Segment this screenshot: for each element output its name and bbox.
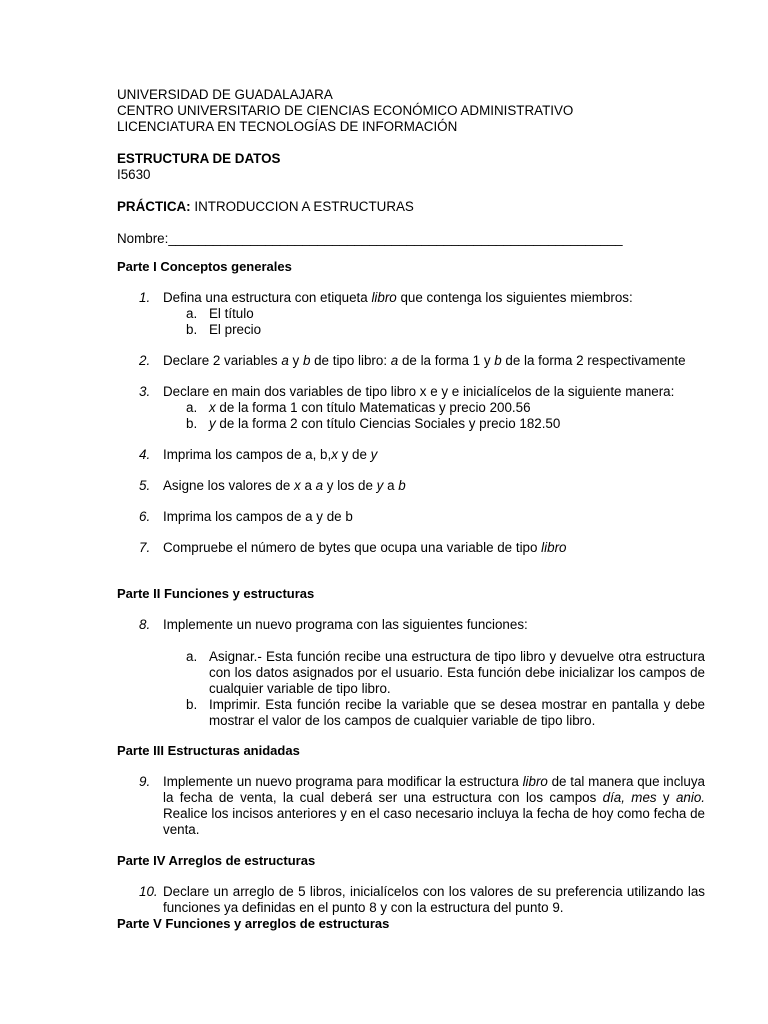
question-7 (117, 540, 705, 556)
question-3 (117, 384, 705, 400)
variable-y: y (376, 478, 384, 493)
question-number: 9. (139, 774, 151, 789)
question-text: y los de (323, 478, 377, 493)
variable-a: a (315, 478, 324, 493)
question-1 (117, 290, 705, 306)
question-text: a (383, 478, 399, 493)
question-text: Compruebe el número de bytes que ocupa una variable de tipo (163, 540, 542, 555)
course-block (117, 151, 705, 183)
sub-text: El título (209, 306, 254, 321)
question-number: 2. (139, 353, 151, 368)
question-number: 6. (139, 509, 151, 524)
question-text: Declare en main dos variables de tipo libro x e y e inicialícelos de la siguiente manera: (163, 384, 675, 399)
question-3-sub-b (117, 416, 705, 432)
question-10 (117, 884, 705, 916)
question-1-sub-a (117, 306, 705, 322)
question-text: de tal manera que incluya la fecha de venta, la cual deberá ser una estructura con los campos (163, 774, 705, 805)
sub-text: Imprimir. Esta función recibe la variable que se desea mostrar en pantalla y debe mostrar el valor de los campos de cualquier variable de tipo libro. (209, 697, 705, 728)
variable-x: x (331, 447, 338, 462)
question-text: Declare 2 variables (163, 353, 282, 368)
practice-title (117, 199, 705, 215)
variable-b: b (398, 478, 406, 493)
variable-b: b (494, 353, 502, 368)
question-3-sub-a (117, 400, 705, 416)
part4-title: Parte IV Arreglos de estructuras (117, 853, 316, 868)
question-text: Defina una estructura con etiqueta (163, 290, 372, 305)
sub-text: El precio (209, 322, 262, 337)
question-text: Declare un arreglo de 5 libros, inicialícelos con los valores de su preferencia utilizando las funciones ya definidas en el punto 8 y con la estructura del punto 9. (163, 884, 705, 915)
question-number: 4. (139, 447, 151, 462)
question-5 (117, 478, 705, 494)
question-text: de la forma 1 y (398, 353, 495, 368)
question-8-sub-a (117, 649, 705, 697)
question-9 (117, 774, 705, 838)
question-text: Implemente un nuevo programa para modificar la estructura (163, 774, 523, 789)
center-name: CENTRO UNIVERSITARIO DE CIENCIAS ECONÓMICO ADMINISTRATIVO (117, 103, 574, 118)
question-text: y de (337, 447, 371, 462)
sub-letter: a. (186, 306, 198, 321)
question-text: que contenga los siguientes miembros: (396, 290, 633, 305)
sub-letter: a. (186, 400, 198, 415)
practice-name: INTRODUCCION A ESTRUCTURAS (190, 199, 414, 214)
question-number: 1. (139, 290, 151, 305)
question-text-italic: libro (541, 540, 567, 555)
question-6 (117, 509, 705, 525)
question-8-sub-b (117, 697, 705, 729)
question-number: 8. (139, 617, 151, 632)
question-text: y (656, 790, 676, 805)
question-number: 10. (139, 884, 158, 899)
question-number: 7. (139, 540, 151, 555)
question-text: Realice los incisos anteriores y en el caso necesario incluya la fecha de hoy como fecha de venta. (163, 806, 705, 837)
question-text-italic: libro (522, 774, 548, 789)
question-text-italic: día, mes (602, 790, 657, 805)
question-text-italic: libro (371, 290, 397, 305)
variable-x: x (209, 400, 216, 415)
sub-text: de la forma 2 con título Ciencias Sociales y precio 182.50 (215, 416, 561, 431)
question-number: 5. (139, 478, 151, 493)
practice-label: PRÁCTICA: (117, 199, 191, 214)
part1-title: Parte I Conceptos generales (117, 259, 292, 274)
university-name: UNIVERSIDAD DE GUADALAJARA (117, 87, 333, 102)
variable-a: a (390, 353, 399, 368)
part5-title: Parte V Funciones y arreglos de estructuras (117, 916, 390, 931)
part2-title: Parte II Funciones y estructuras (117, 586, 315, 601)
question-text: Asigne los valores de (163, 478, 295, 493)
variable-x: x (294, 478, 301, 493)
variable-a: a (281, 353, 289, 368)
variable-b: b (302, 353, 311, 368)
sub-text: Asignar.- Esta función recibe una estructura de tipo libro y devuelve otra estructura con los datos asignados por el usuario. Esta función debe inicializar los campos de cualquier variable de tipo libro. (209, 649, 705, 696)
document-page (117, 87, 705, 932)
course-name: ESTRUCTURA DE DATOS (117, 151, 281, 166)
question-text: Imprima los campos de a, b, (163, 447, 332, 462)
degree-name: LICENCIATURA EN TECNOLOGÍAS DE INFORMACIÓN (117, 119, 458, 134)
question-text: de tipo libro: (310, 353, 391, 368)
sub-letter: b. (186, 697, 198, 712)
question-text: de la forma 2 respectivamente (501, 353, 686, 368)
question-text: a (300, 478, 316, 493)
question-text: Implemente un nuevo programa con las siguientes funciones: (163, 617, 528, 632)
question-text: y (288, 353, 303, 368)
question-4 (117, 447, 705, 463)
question-text: Imprima los campos de a y de b (163, 509, 353, 524)
question-text-italic: anio. (675, 790, 705, 805)
sub-letter: a. (186, 649, 198, 664)
name-field: Nombre:_____________________________________________________________ (117, 231, 623, 246)
variable-y: y (209, 416, 216, 431)
course-code: I5630 (117, 167, 151, 182)
sub-letter: b. (186, 322, 198, 337)
sub-text: de la forma 1 con título Matematicas y precio 200.56 (215, 400, 531, 415)
part3-title: Parte III Estructuras anidadas (117, 743, 300, 758)
question-8 (117, 617, 705, 633)
question-2 (117, 353, 705, 369)
variable-y: y (370, 447, 378, 462)
question-number: 3. (139, 384, 151, 399)
question-1-sub-b (117, 322, 705, 338)
institution-header (117, 87, 705, 135)
sub-letter: b. (186, 416, 198, 431)
